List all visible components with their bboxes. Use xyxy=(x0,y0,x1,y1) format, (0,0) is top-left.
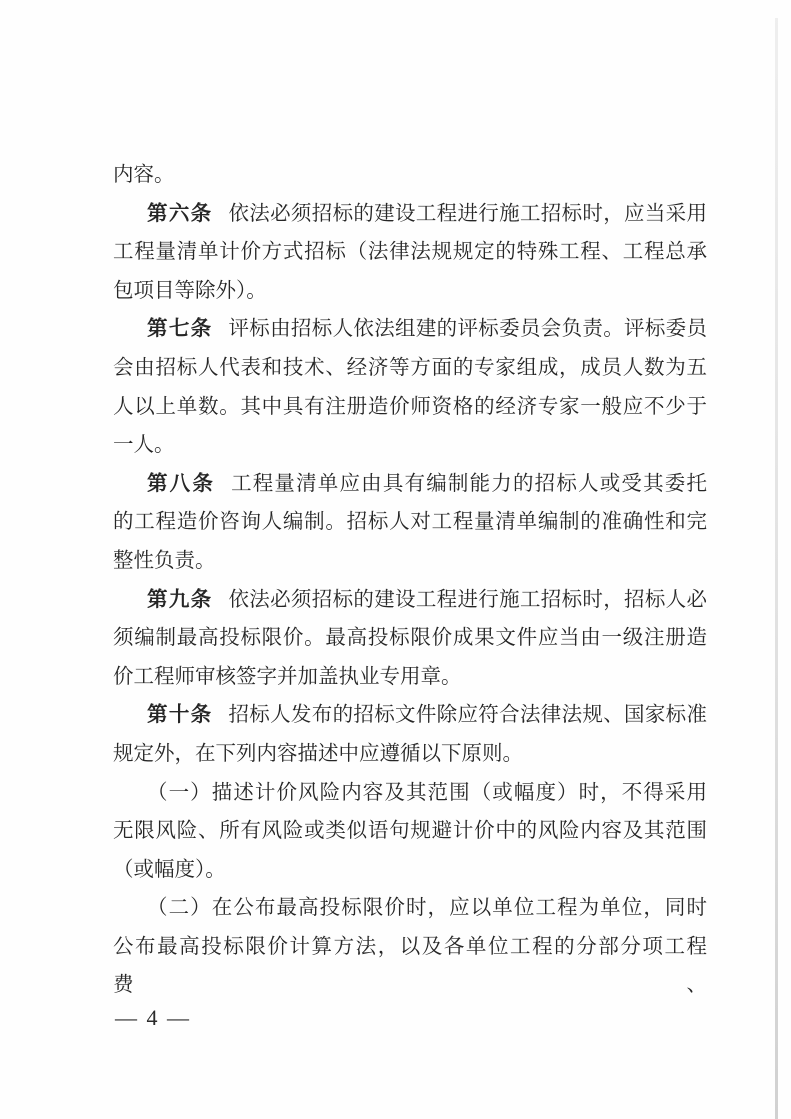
text-line: （或幅度）。 xyxy=(113,858,226,881)
text-line: 第八条 工程量清单应由具有编制能力的招标人或受其委托 xyxy=(147,471,707,495)
text-line: （一）描述计价风险内容及其范围（或幅度）时，不得采用 xyxy=(147,781,707,804)
text-line: 规定外，在下列内容描述中应遵循以下原则。 xyxy=(113,742,523,765)
text-line: 第九条 依法必须招标的建设工程进行施工招标时，招标人必 xyxy=(147,587,708,611)
article-number-label: 第十条 xyxy=(147,703,213,727)
text-line: 人以上单数。其中具有注册造价师资格的经济专家一般应不少于 xyxy=(113,395,707,418)
text-line: 公布最高投标限价计算方法，以及各单位工程的分部分项工程费、 xyxy=(113,935,707,997)
text-line: 整性负责。 xyxy=(113,549,216,572)
article-number-label: 第九条 xyxy=(147,587,213,611)
text-line: 第七条 评标由招标人依法组建的评标委员会负责。评标委员 xyxy=(147,317,708,341)
article-number-label: 第八条 xyxy=(147,471,216,495)
text-line: 第十条 招标人发布的招标文件除应符合法律法规、国家标准 xyxy=(147,703,708,727)
text-line: 工程量清单计价方式招标（法律法规规定的特殊工程、工程总承 xyxy=(113,241,707,264)
page-number: — 4 — xyxy=(115,1005,191,1030)
text-line: 包项目等除外）。 xyxy=(113,279,267,302)
text-line: 一人。 xyxy=(113,434,175,457)
text-line: 须编制最高投标限价。最高投标限价成果文件应当由一级注册造 xyxy=(113,627,707,650)
document-text-block xyxy=(113,156,708,997)
text-line: 的工程造价咨询人编制。招标人对工程量清单编制的准确性和完 xyxy=(113,511,707,534)
text-line: （二）在公布最高投标限价时，应以单位工程为单位，同时 xyxy=(147,897,707,920)
article-number-label: 第六条 xyxy=(147,201,213,225)
text-line: 第六条 依法必须招标的建设工程进行施工招标时，应当采用 xyxy=(147,201,708,225)
article-number-label: 第七条 xyxy=(147,317,213,341)
scan-edge-artifact xyxy=(775,18,778,1119)
text-line: 无限风险、所有风险或类似语句规避计价中的风险内容及其范围 xyxy=(113,820,707,843)
text-line: 价工程师审核签字并加盖执业专用章。 xyxy=(113,665,462,688)
text-line: 会由招标人代表和技术、经济等方面的专家组成，成员人数为五 xyxy=(113,356,707,379)
text-line: 内容。 xyxy=(113,164,175,186)
